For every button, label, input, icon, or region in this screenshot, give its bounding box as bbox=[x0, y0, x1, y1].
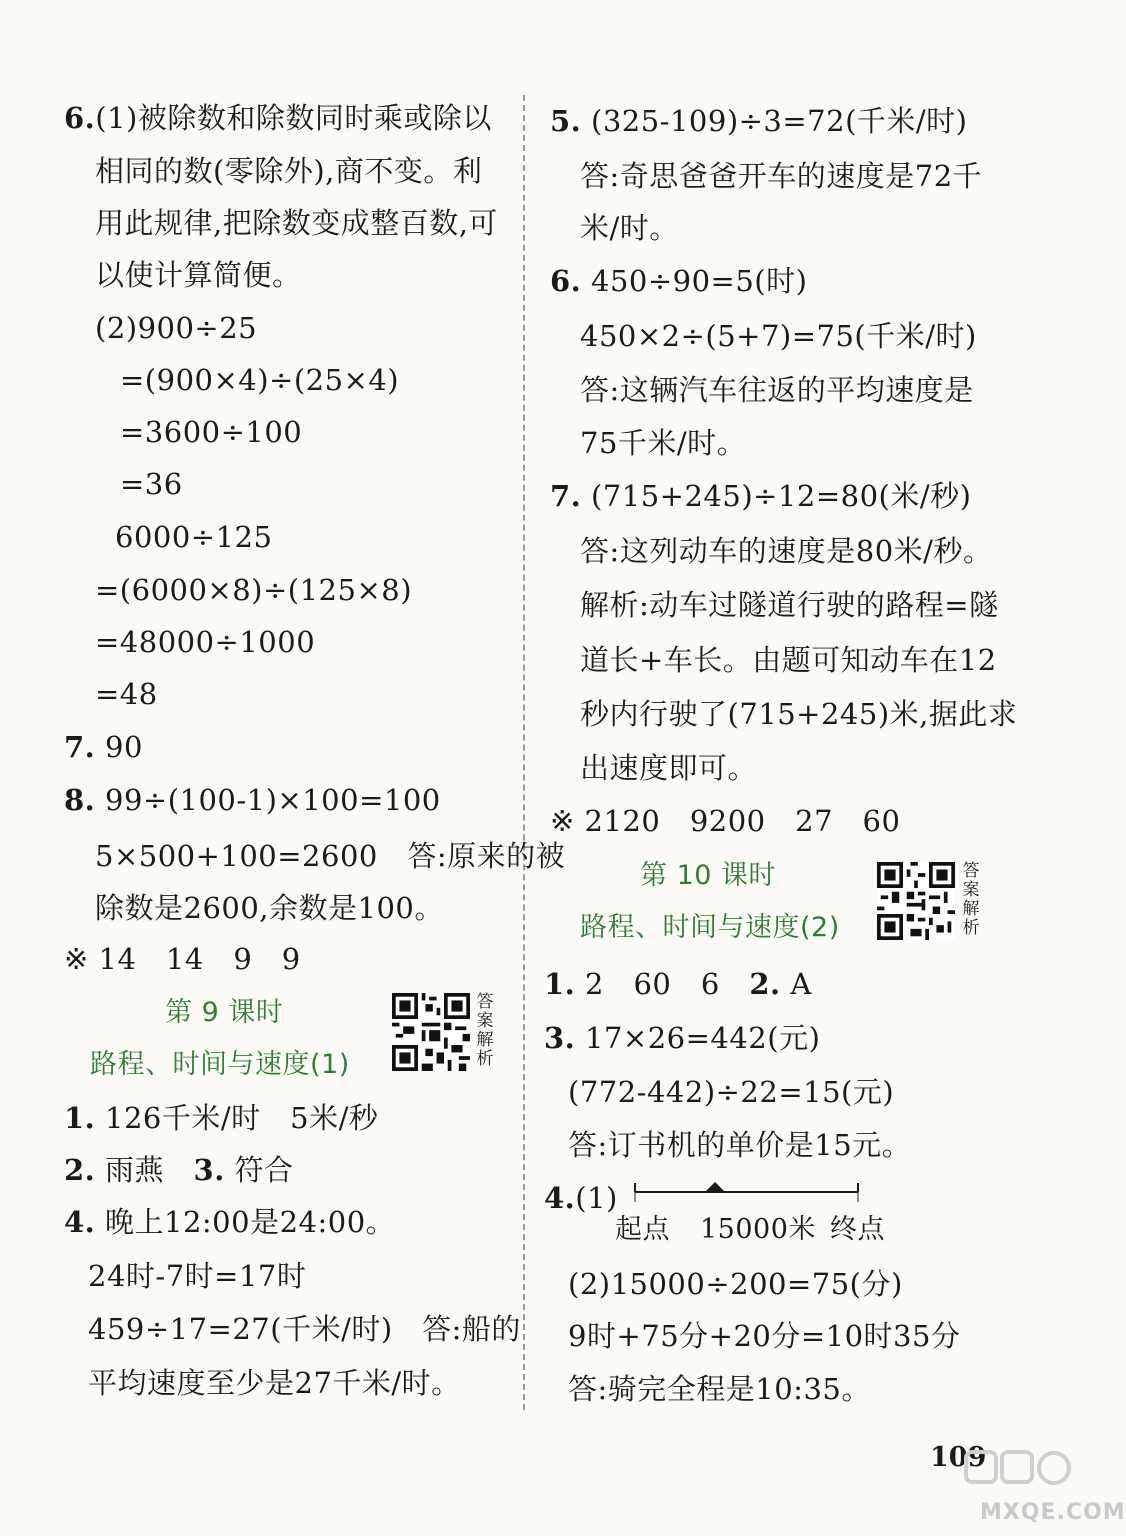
text-line: 24时-7时=17时 bbox=[88, 1259, 307, 1293]
text-line: 450×2÷(5+7)=75(千米/时) bbox=[580, 319, 977, 353]
question-7: 7. (715+245)÷12=80(米/秒) bbox=[550, 479, 972, 513]
text-line: 秒内行驶了(715+245)米,据此求 bbox=[580, 697, 1018, 731]
text-line: 解析:动车过隧道行驶的路程=隧 bbox=[580, 588, 999, 622]
qr-code-icon[interactable] bbox=[877, 862, 955, 940]
qr-code-label: 答案解析 bbox=[962, 861, 980, 938]
text-line: =(6000×8)÷(125×8) bbox=[95, 573, 413, 607]
page-number: 109 bbox=[930, 1442, 987, 1473]
text-line: 答:奇思爸爸开车的速度是72千 bbox=[580, 159, 983, 193]
text-line: =36 bbox=[120, 467, 183, 501]
route-line-diagram bbox=[632, 1180, 862, 1210]
lesson-10-subtitle: 路程、时间与速度(2) bbox=[580, 912, 840, 943]
column-divider bbox=[523, 95, 525, 1410]
lesson-10-title: 第 10 课时 bbox=[640, 860, 777, 891]
text-line: (2)15000÷200=75(分) bbox=[568, 1267, 903, 1301]
flag-marker-icon bbox=[705, 1182, 725, 1192]
question-6: 6.(1)被除数和除数同时乘或除以 bbox=[64, 101, 492, 135]
text-line: 出速度即可。 bbox=[580, 751, 758, 785]
lesson-9-subtitle: 路程、时间与速度(1) bbox=[90, 1049, 350, 1080]
l9-question-2-3: 2. 雨燕 3. 符合 bbox=[64, 1153, 294, 1187]
text-line: =48000÷1000 bbox=[95, 625, 316, 659]
l9-question-1: 1. 126千米/时 5米/秒 bbox=[64, 1101, 379, 1135]
diagram-end-label: 终点 bbox=[830, 1214, 885, 1245]
diagram-start-label: 起点 bbox=[615, 1214, 670, 1245]
l10-question-4: 4.(1) bbox=[544, 1181, 618, 1215]
lesson-9-title: 第 9 课时 bbox=[165, 997, 284, 1028]
text-line: 除数是2600,余数是100。 bbox=[95, 891, 444, 925]
text-line: 道长+车长。由题可知动车在12 bbox=[580, 643, 997, 677]
question-6: 6. 450÷90=5(时) bbox=[550, 264, 808, 298]
text-line: =3600÷100 bbox=[120, 415, 303, 449]
text-line: 平均速度至少是27千米/时。 bbox=[88, 1366, 461, 1400]
question-8: 8. 99÷(100-1)×100=100 bbox=[64, 783, 441, 817]
l10-question-1-2: 1. 2 60 6 2. A bbox=[544, 967, 812, 1001]
qr-code-icon[interactable] bbox=[392, 993, 470, 1071]
text-line: =48 bbox=[95, 677, 158, 711]
watermark-text: MXQE.COM bbox=[980, 1500, 1126, 1525]
text-line: =(900×4)÷(25×4) bbox=[120, 363, 400, 397]
extra-answers: ※ 2120 9200 27 60 bbox=[550, 804, 901, 838]
text-line: 答:这辆汽车往返的平均速度是 bbox=[580, 373, 974, 407]
text-line: 5×500+100=2600 答:原来的被 bbox=[95, 839, 566, 873]
text-line: 459÷17=27(千米/时) 答:船的 bbox=[88, 1312, 521, 1346]
text-line: 答:订书机的单价是15元。 bbox=[568, 1128, 912, 1162]
text-line: 答:这列动车的速度是80米/秒。 bbox=[580, 534, 993, 568]
text-line: 9时+75分+20分=10时35分 bbox=[568, 1319, 961, 1353]
diagram-distance-label: 15000米 bbox=[700, 1214, 816, 1245]
text-line: 6000÷125 bbox=[115, 520, 273, 554]
text-line: 用此规律,把除数变成整百数,可 bbox=[95, 206, 498, 240]
text-line: (772-442)÷22=15(元) bbox=[568, 1075, 895, 1109]
text-line: 以使计算简便。 bbox=[95, 258, 302, 292]
text-line: 相同的数(零除外),商不变。利 bbox=[95, 154, 483, 188]
question-7: 7. 90 bbox=[64, 730, 143, 764]
text-line: (2)900÷25 bbox=[95, 311, 258, 345]
l9-question-4: 4. 晚上12:00是24:00。 bbox=[64, 1205, 396, 1239]
text-line: 答:骑完全程是10:35。 bbox=[568, 1372, 871, 1406]
question-5: 5. (325-109)÷3=72(千米/时) bbox=[550, 104, 968, 138]
text-line: 米/时。 bbox=[580, 211, 679, 245]
text-line: 75千米/时。 bbox=[580, 426, 747, 460]
l10-question-3: 3. 17×26=442(元) bbox=[544, 1021, 821, 1055]
extra-answers: ※ 14 14 9 9 bbox=[64, 942, 301, 976]
qr-code-label: 答案解析 bbox=[476, 992, 494, 1069]
